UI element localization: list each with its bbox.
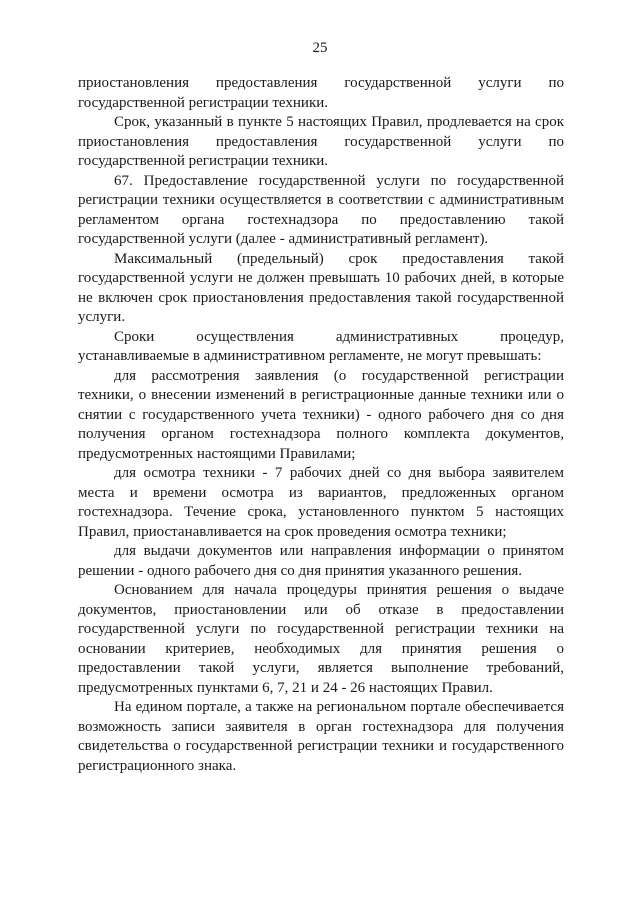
paragraph-inspection: для осмотра техники - 7 рабочих дней со дня выбора заявителем места и времени осмотра из вариантов, предложенных органом гостехнадзора. Течение срока, установленного пунктом 5 настоящих Правил, приостанавливается на срок проведения осмотра техники;: [78, 465, 564, 540]
document-body: [78, 74, 564, 776]
paragraph-continuation: приостановления предоставления государственной услуги по государственной регистрации техники.: [78, 75, 564, 111]
paragraph-procedure-terms: Сроки осуществления административных процедур, устанавливаемые в административном регламенте, не могут превышать:: [78, 328, 564, 364]
paragraph-term-extension: Срок, указанный в пункте 5 настоящих Правил, продлевается на срок приостановления предоставления государственной услуги по государственной регистрации техники.: [78, 114, 564, 169]
paragraph-application-review: для рассмотрения заявления (о государственной регистрации техники, о внесении изменений в регистрационные данные техники или о снятии с государственного учета техники) - одного рабочего дня со дня получения органом гостехнадзора полного комплекта документов, предусмотренных настоящими Правилами;: [78, 367, 564, 462]
paragraph-portal: На едином портале, а также на региональном портале обеспечивается возможность записи заявителя в орган гостехнадзора для получения свидетельства о государственной регистрации техники и государственного регистрационного знака.: [78, 699, 564, 774]
paragraph-max-term: Максимальный (предельный) срок предоставления такой государственной услуги не должен превышать 10 рабочих дней, в которые не включен срок приостановления предоставления такой государственной услуги.: [78, 250, 564, 325]
page-number: 25: [312, 40, 328, 56]
paragraph-issuance: для выдачи документов или направления информации о принятом решении - одного рабочего дня со дня принятия указанного решения.: [78, 543, 564, 579]
paragraph-decision-basis: Основанием для начала процедуры принятия решения о выдаче документов, приостановлении или об отказе в предоставлении государственной услуги по государственной регистрации техники на основании критериев, необходимых для принятия решения о предоставлении такой услуги, является выполнение требований, предусмотренных пунктами 6, 7, 21 и 24 - 26 настоящих Правил.: [78, 582, 564, 696]
paragraph-67: 67. Предоставление государственной услуги по государственной регистрации техники осуществляется в соответствии с административным регламентом органа гостехнадзора по предоставлению такой государственной услуги (далее - административный регламент).: [78, 172, 564, 247]
